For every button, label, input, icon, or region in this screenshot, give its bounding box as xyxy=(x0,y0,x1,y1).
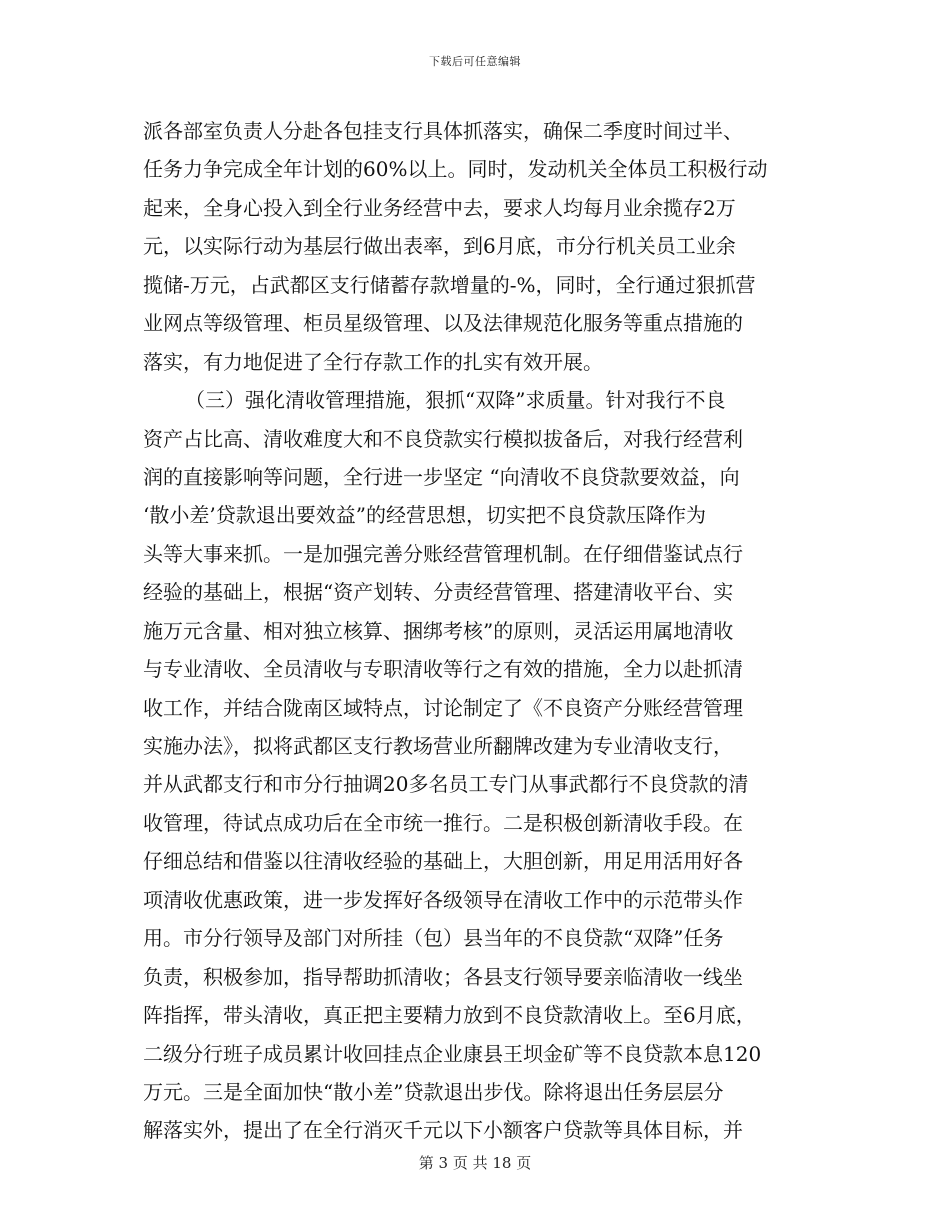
text-line: 业网点等级管理、柜员星级管理、以及法律规范化服务等重点措施的 xyxy=(143,311,743,336)
text-line: 头等大事来抓。一是加强完善分账经营管理机制。在仔细借鉴试点行 xyxy=(143,541,743,566)
text-line: 阵指挥，带头清收，真正把主要精力放到不良贷款清收上。至6月底， xyxy=(143,1003,756,1028)
section-heading-line: （三）强化清收管理措施，狠抓“双降”求质量。针对我行不良 xyxy=(185,388,726,413)
text-line: 并从武都支行和市分行抽调20多名员工专门从事武都行不良贷款的清 xyxy=(143,772,749,797)
document-body xyxy=(143,112,811,1150)
text-line: 项清收优惠政策，进一步发挥好各级领导在清收工作中的示范带头作 xyxy=(143,887,743,912)
text-line: 仔细总结和借鉴以往清收经验的基础上，大胆创新，用足用活用好各 xyxy=(143,849,743,874)
text-line: 与专业清收、全员清收与专职清收等行之有效的措施，全力以赴抓清 xyxy=(143,657,743,682)
text-line: 二级分行班子成员累计收回挂点企业康县王坝金矿等不良贷款本息120 xyxy=(143,1041,762,1066)
text-line: 派各部室负责人分赴各包挂支行具体抓落实，确保二季度时间过半、 xyxy=(143,119,743,143)
page-number-footer: 第 3 页 共 18 页 xyxy=(418,1154,532,1172)
text-line: 收工作，并结合陇南区域特点，讨论制定了《不良资产分账经营管理 xyxy=(143,695,743,720)
text-line: 落实，有力地促进了全行存款工作的扎实有效开展。 xyxy=(143,349,603,374)
text-line: 揽储-万元，占武都区支行储蓄存款增量的-%，同时，全行通过狠抓营 xyxy=(143,272,756,297)
text-line: 负责，积极参加，指导帮助抓清收；各县支行领导要亲临清收一线坐 xyxy=(143,964,743,989)
text-line: 施万元含量、相对独立核算、捆绑考核”的原则，灵活运用属地清收 xyxy=(143,618,734,643)
text-line: 资产占比高、清收难度大和不良贷款实行模拟拔备后，对我行经营利 xyxy=(143,426,743,451)
text-line: 起来，全身心投入到全行业务经营中去，要求人均每月业余揽存2万 xyxy=(143,195,736,220)
text-line: 经验的基础上，根据“资产划转、分责经营管理、搭建清收平台、实 xyxy=(143,580,734,605)
text-line: 万元。三是全面加快“散小差”贷款退出步伐。除将退出任务层层分 xyxy=(143,1079,724,1104)
text-line: 任务力争完成全年计划的60%以上。同时，发动机关全体员工积极行动 xyxy=(143,157,768,182)
text-line: ‘散小差’贷款退出要效益”的经营思想，切实把不良贷款压降作为 xyxy=(143,503,706,528)
text-line: 元，以实际行动为基层行做出表率，到6月底，市分行机关员工业余 xyxy=(143,234,736,259)
text-line: 润的直接影响等问题，全行进一步坚定 “向清收不良贷款要效益，向 xyxy=(143,464,740,489)
text-line: 实施办法》，拟将武都区支行教场营业所翻牌改建为专业清收支行， xyxy=(143,734,733,758)
text-line: 用。市分行领导及部门对所挂（包）县当年的不良贷款“双降”任务 xyxy=(143,926,724,951)
text-line: 解落实外，提出了在全行消灭千元以下小额客户贷款等具体目标，并 xyxy=(143,1118,743,1143)
page-header: 下载后可任意编辑 xyxy=(429,55,521,68)
text-line: 收管理，待试点成功后在全市统一推行。二是积极创新清收手段。在 xyxy=(143,810,743,835)
